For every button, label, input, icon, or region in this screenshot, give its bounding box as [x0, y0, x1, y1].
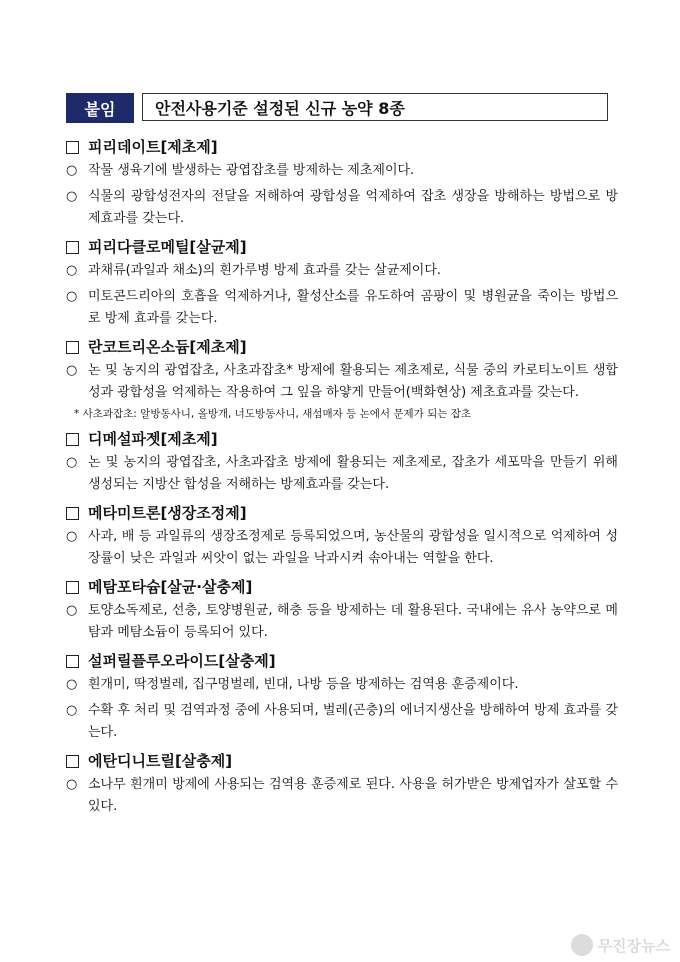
checkbox-square-icon: [66, 141, 79, 154]
section-title: [66, 334, 618, 360]
section-4: [66, 426, 618, 496]
circle-bullet-icon: ○: [66, 677, 78, 692]
circle-bullet-icon: ○: [66, 703, 78, 718]
bullet-text: 흰개미, 딱정벌레, 집구멍벌레, 빈대, 나방 등을 방제하는 검역용 훈증제이다.: [88, 677, 519, 692]
circle-bullet-icon: ○: [66, 189, 78, 204]
section-3: [66, 334, 618, 422]
footnote: * 사초과잡초: 알방동사니, 올방개, 너도방동사니, 새섬매자 등 논에서 문제가 되는 잡초: [74, 408, 472, 420]
bullet-item: [66, 260, 618, 282]
section-7: [66, 648, 618, 744]
section-title-text: 피리다클로메틸[살균제]: [88, 238, 247, 256]
document-body: [66, 132, 618, 822]
section-title-text: 피리데이트[제초제]: [88, 138, 218, 156]
section-8: [66, 748, 618, 818]
circle-bullet-icon: ○: [66, 529, 78, 544]
bullet-item: [66, 452, 618, 496]
circle-bullet-icon: ○: [66, 603, 78, 618]
bullet-text: 사과, 배 등 과일류의 생장조정제로 등록되었으며, 농산물의 광합성을 일시적으로 억제하여 성장률이 낮은 과일과 씨앗이 없는 과일을 낙과시켜 솎아내는 역할을 한다.: [88, 529, 618, 566]
bullet-text: 논 및 농지의 광엽잡초, 사초과잡초 방제에 활용되는 제초제로, 잡초가 세포막을 만들기 위해 생성되는 지방산 합성을 저해하는 방제효과를 갖는다.: [88, 455, 618, 492]
checkbox-square-icon: [66, 655, 79, 668]
section-title: [66, 426, 618, 452]
circle-bullet-icon: ○: [66, 289, 78, 304]
circle-bullet-icon: ○: [66, 777, 78, 792]
section-title-text: 메타미트론[생장조정제]: [88, 504, 247, 522]
bullet-text: 토양소독제로, 선충, 토양병원균, 해충 등을 방제하는 데 활용된다. 국내에는 유사 농약으로 메탐과 메탐소듐이 등록되어 있다.: [88, 603, 618, 640]
section-5: [66, 500, 618, 570]
bullet-text: 수확 후 처리 및 검역과정 중에 사용되며, 벌레(곤충)의 에너지생산을 방해하여 방제 효과를 갖는다.: [88, 703, 618, 740]
section-2: [66, 234, 618, 330]
checkbox-square-icon: [66, 241, 79, 254]
section-6: [66, 574, 618, 644]
checkbox-square-icon: [66, 755, 79, 768]
document-header: [66, 93, 608, 123]
bullet-item: [66, 360, 618, 404]
section-title: [66, 134, 618, 160]
watermark-logo-icon: [571, 934, 593, 956]
bullet-item: [66, 674, 618, 696]
section-1: [66, 134, 618, 230]
section-title-text: 에탄디니트릴[살충제]: [88, 752, 233, 770]
bullet-item: [66, 600, 618, 644]
bullet-text: 소나무 흰개미 방제에 사용되는 검역용 훈증제로 된다. 사용을 허가받은 방제업자가 살포할 수 있다.: [88, 777, 618, 814]
section-title: [66, 234, 618, 260]
bullet-text: 과채류(과일과 채소)의 흰가루병 방제 효과를 갖는 살균제이다.: [88, 263, 442, 278]
section-title: [66, 500, 618, 526]
document-title: 안전사용기준 설정된 신규 농약 8종: [142, 93, 608, 121]
watermark: [571, 934, 670, 956]
watermark-text: 무진장뉴스: [597, 936, 670, 955]
bullet-item: [66, 286, 618, 330]
checkbox-square-icon: [66, 433, 79, 446]
bullet-item: [66, 186, 618, 230]
section-title: [66, 574, 618, 600]
section-title-text: 메탐포타슘[살균·살충제]: [88, 578, 253, 596]
section-title-text: 설퍼릴플루오라이드[살충제]: [88, 652, 276, 670]
checkbox-square-icon: [66, 507, 79, 520]
bullet-item: [66, 700, 618, 744]
circle-bullet-icon: ○: [66, 455, 78, 470]
bullet-text: 작물 생육기에 발생하는 광엽잡초를 방제하는 제초제이다.: [88, 163, 415, 178]
bullet-item: [66, 526, 618, 570]
circle-bullet-icon: ○: [66, 263, 78, 278]
attachment-badge: 붙임: [66, 93, 134, 123]
circle-bullet-icon: ○: [66, 363, 78, 378]
section-title: [66, 748, 618, 774]
section-title: [66, 648, 618, 674]
bullet-text: 식물의 광합성전자의 전달을 저해하여 광합성을 억제하여 잡초 생장을 방해하는 방법으로 방제효과를 갖는다.: [88, 189, 618, 226]
bullet-item: [66, 160, 618, 182]
bullet-text: 논 및 농지의 광엽잡초, 사초과잡초* 방제에 활용되는 제초제로, 식물 중의 카로티노이트 생합성과 광합성을 억제하는 작용하여 그 잎을 하얗게 만들어(백화현상) 제초효과를 갖는다.: [88, 363, 618, 400]
checkbox-square-icon: [66, 341, 79, 354]
bullet-text: 미토콘드리아의 호흡을 억제하거나, 활성산소를 유도하여 곰팡이 및 병원균을 죽이는 방법으로 방제 효과를 갖는다.: [88, 289, 618, 326]
bullet-item: [66, 774, 618, 818]
checkbox-square-icon: [66, 581, 79, 594]
section-title-text: 란코트리온소듐[제초제]: [88, 338, 247, 356]
circle-bullet-icon: ○: [66, 163, 78, 178]
section-title-text: 디메설파젯[제초제]: [88, 430, 218, 448]
